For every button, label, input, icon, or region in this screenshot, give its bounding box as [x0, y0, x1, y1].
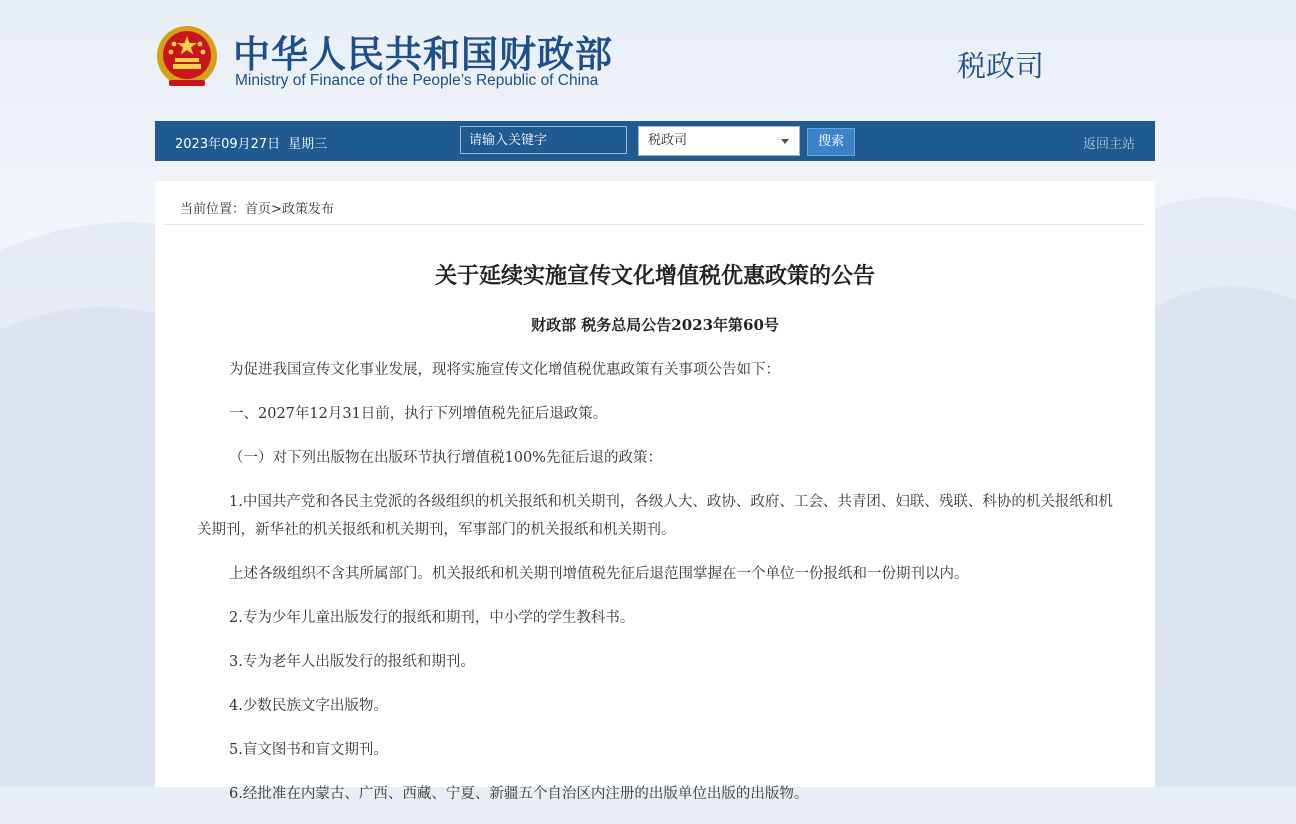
- paragraph: 为促进我国宣传文化事业发展，现将实施宣传文化增值税优惠政策有关事项公告如下：: [229, 362, 780, 378]
- paragraph: 2.专为少年儿童出版发行的报纸和期刊，中小学的学生教科书。: [229, 610, 635, 626]
- site-name-en: Ministry of Finance of the People’s Republic of China: [235, 72, 599, 89]
- return-home-link[interactable]: 返回主站: [1082, 137, 1135, 152]
- document-number: 财政部 税务总局公告2023年第60号: [531, 316, 779, 334]
- site-header: [155, 0, 1155, 121]
- department-title: 税政司: [957, 49, 1045, 83]
- paragraph: 1.中国共产党和各民主党派的各级组织的机关报纸和机关期刊，各级人大、政协、政府、工会、共青团、妇联、残联、科协的机关报纸和机关期刊，新华社的机关报纸和机关期刊，军事部门的机关报纸和机关期刊。: [197, 494, 1113, 538]
- weekday-text: 星期三: [288, 137, 328, 152]
- breadcrumb-prefix: 当前位置：: [180, 202, 246, 217]
- article-panel: [155, 181, 1155, 802]
- article-title: 关于延续实施宣传文化增值税优惠政策的公告: [434, 264, 875, 289]
- breadcrumb: [180, 198, 334, 217]
- paragraph: 6.经批准在内蒙古、广西、西藏、宁夏、新疆五个自治区内注册的出版单位出版的出版物。: [229, 786, 809, 802]
- department-select[interactable]: [638, 126, 800, 156]
- search-input[interactable]: [460, 126, 627, 154]
- paragraph: 上述各级组织不含其所属部门。机关报纸和机关期刊增值税先征后退范围掌握在一个单位一份报纸和一份期刊以内。: [229, 566, 969, 582]
- search-button[interactable]: 搜索: [807, 128, 855, 156]
- paragraph: 一、2027年12月31日前，执行下列增值税先征后退政策。: [229, 406, 608, 422]
- site-name-cn: 中华人民共和国财政部: [233, 33, 613, 76]
- breadcrumb-separator: >: [271, 202, 282, 217]
- breadcrumb-current-link[interactable]: 政策发布: [281, 202, 334, 217]
- department-select-value: 税政司: [648, 133, 688, 148]
- paragraph: 3.专为老年人出版发行的报纸和期刊。: [229, 654, 475, 670]
- article-body: [197, 356, 1113, 824]
- chevron-down-icon: [781, 139, 789, 144]
- current-date: [175, 133, 327, 152]
- paragraph: 4.少数民族文字出版物。: [229, 698, 388, 714]
- paragraph: （一）对下列出版物在出版环节执行增值税100%先征后退的政策：: [229, 450, 662, 466]
- national-emblem-icon: [155, 24, 219, 90]
- divider: [165, 224, 1145, 225]
- breadcrumb-home-link[interactable]: 首页: [245, 202, 272, 217]
- nav-bar: [155, 121, 1155, 161]
- date-text: 2023年09月27日: [175, 137, 281, 152]
- paragraph: 5.盲文图书和盲文期刊。: [229, 742, 388, 758]
